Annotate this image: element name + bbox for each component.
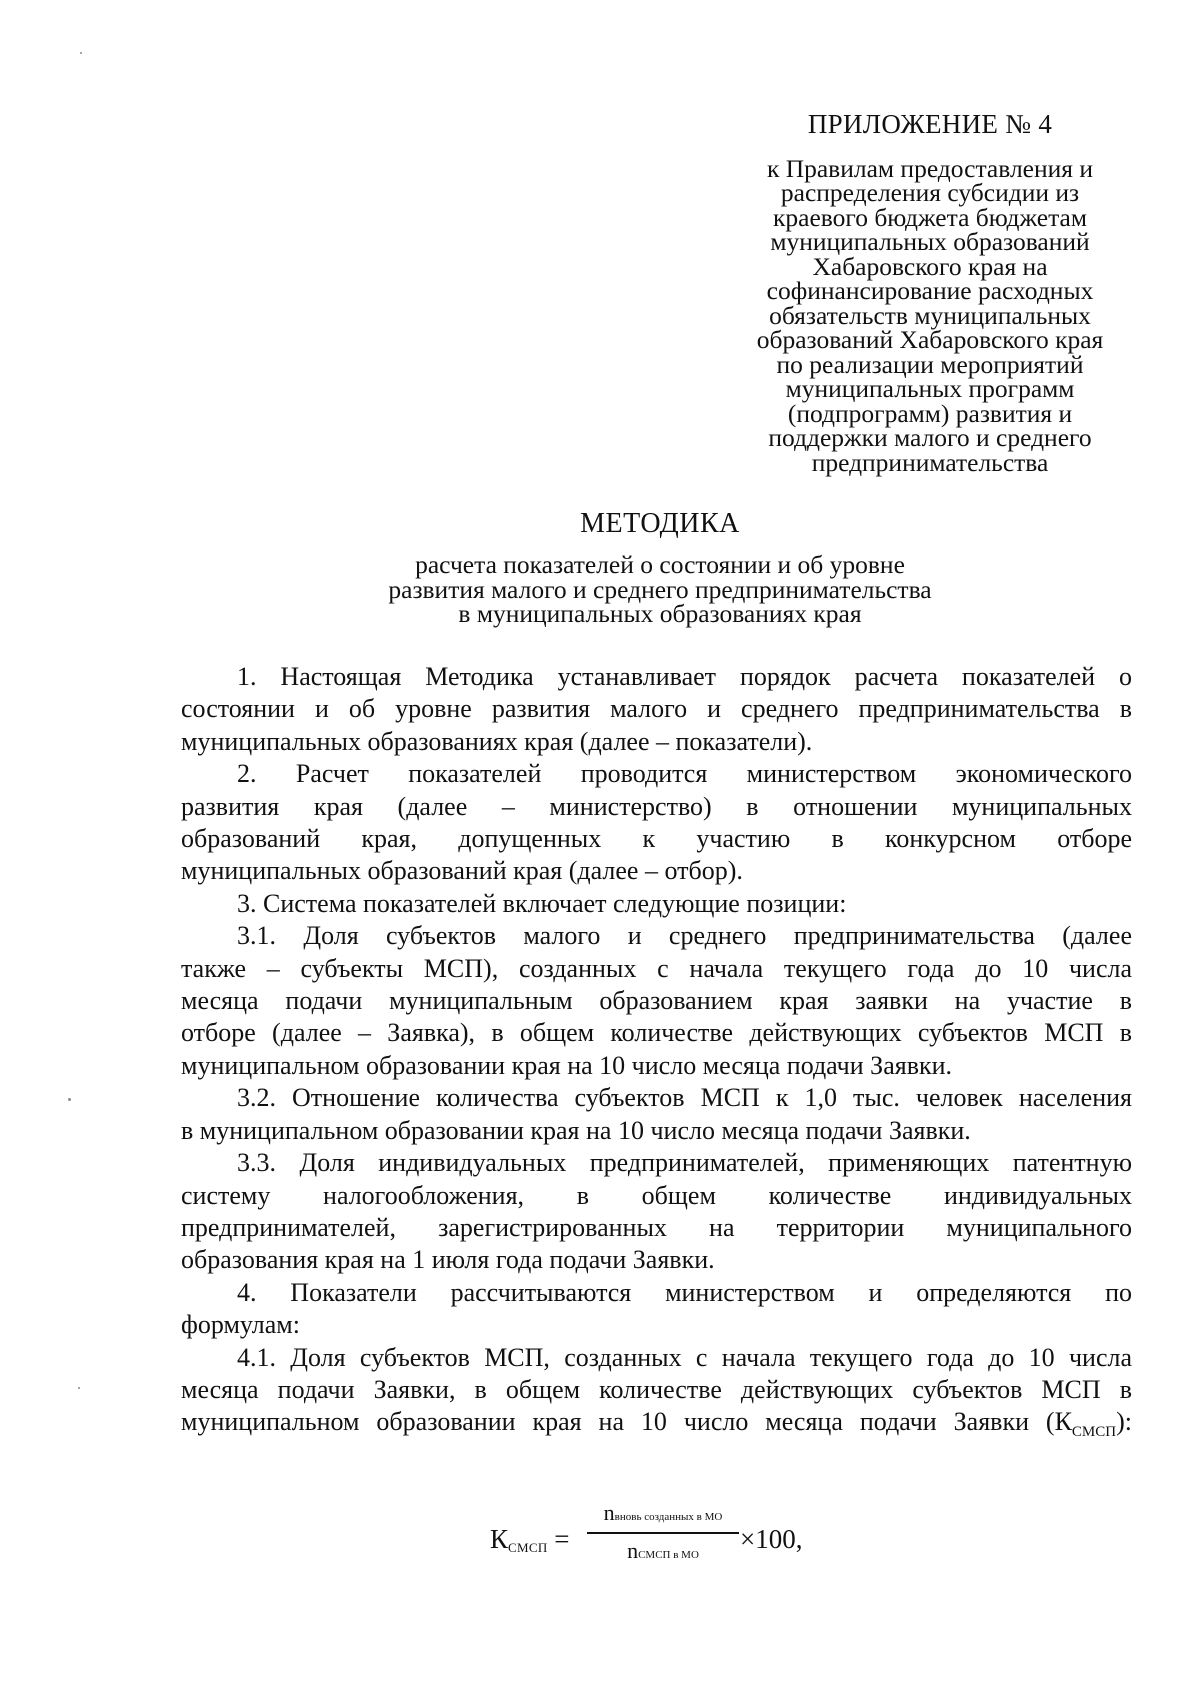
appendix-header bbox=[730, 109, 1130, 477]
appendix-title: ПРИЛОЖЕНИЕ № 4 bbox=[807, 109, 1053, 139]
text-line: 3. Система показателей включает следующие позиции: bbox=[237, 888, 847, 918]
appendix-line: обязательств муниципальных bbox=[769, 300, 1091, 330]
formula-denominator bbox=[587, 1538, 739, 1568]
text-line: муниципальном образовании края на 10 число месяца подачи Заявки. bbox=[181, 1050, 953, 1080]
text-line: 3.2. Отношение количества субъектов МСП к 1,0 тыс. человек населения bbox=[237, 1083, 1132, 1113]
appendix-line: Хабаровского края на bbox=[812, 251, 1048, 281]
paragraph-3 bbox=[181, 888, 1132, 920]
formula-variable: К bbox=[490, 1524, 509, 1554]
formula-subscript: вновь созданных в МО bbox=[614, 1511, 723, 1523]
text-line: 4.1. Доля субъектов МСП, созданных с начала текущего года до 10 числа bbox=[237, 1342, 1132, 1372]
scan-speck bbox=[68, 1098, 71, 1101]
paragraph-3-2 bbox=[181, 1082, 1132, 1147]
paragraph-2 bbox=[181, 758, 1132, 888]
text-line: в муниципальном образовании края на 10 число месяца подачи Заявки. bbox=[181, 1115, 971, 1145]
appendix-line: образований Хабаровского края bbox=[756, 325, 1104, 354]
text-line-with-symbol bbox=[181, 1406, 1132, 1449]
appendix-line: поддержки малого и среднего bbox=[768, 423, 1092, 452]
paragraph-4 bbox=[181, 1277, 1132, 1342]
paragraph-4-1 bbox=[181, 1342, 1132, 1449]
text-line: 1. Настоящая Методика устанавливает порядок расчета показателей о bbox=[237, 662, 1132, 691]
appendix-line: муниципальных образований bbox=[770, 227, 1090, 256]
appendix-line: софинансирование расходных bbox=[766, 276, 1094, 305]
formula-fraction bbox=[587, 1500, 739, 1568]
text-line: состоянии и об уровне развития малого и среднего предпринимательства в bbox=[181, 694, 1132, 724]
subtitle-line: расчета показателей о состоянии и об уровне bbox=[415, 550, 905, 579]
text-line: муниципальных образованиях края (далее – показатели). bbox=[181, 726, 813, 756]
text-line: развития края (далее – министерство) в отношении муниципальных bbox=[181, 791, 1132, 821]
fraction-bar bbox=[587, 1532, 739, 1534]
appendix-line: предпринимательства bbox=[811, 447, 1049, 477]
formula-subscript: СМСП bbox=[508, 1540, 548, 1555]
scan-speck bbox=[78, 1387, 80, 1389]
text-line: систему налогообложения, в общем количестве индивидуальных bbox=[181, 1180, 1132, 1210]
appendix-line: по реализации мероприятий bbox=[776, 349, 1084, 379]
text-fragment: ): bbox=[1116, 1407, 1132, 1437]
text-line: 3.3. Доля индивидуальных предпринимателей, применяющих патентную bbox=[237, 1148, 1132, 1178]
text-line: 4. Показатели рассчитываются министерством и определяются по bbox=[237, 1277, 1132, 1307]
document-subtitle bbox=[350, 550, 970, 628]
text-line: образования края на 1 июля года подачи Заявки. bbox=[181, 1245, 715, 1275]
text-line: также – субъекты МСП), созданных с начала текущего года до 10 числа bbox=[181, 953, 1132, 983]
text-fragment: муниципальном образовании края на 10 число месяца подачи Заявки (К bbox=[181, 1407, 1072, 1437]
formula-numerator bbox=[587, 1500, 739, 1530]
text-line: предпринимателей, зарегистрированных на территории муниципального bbox=[181, 1212, 1132, 1242]
formula-lhs bbox=[490, 1524, 570, 1556]
subtitle-line: развития малого и среднего предпринимательства bbox=[388, 574, 932, 604]
symbol-subscript: СМСП bbox=[1071, 1424, 1117, 1441]
text-line: 3.1. Доля субъектов малого и среднего предпринимательства (далее bbox=[237, 921, 1132, 951]
text-line: отборе (далее – Заявка), в общем количестве действующих субъектов МСП в bbox=[181, 1018, 1132, 1048]
formula-variable: n bbox=[603, 1500, 615, 1525]
scan-speck bbox=[80, 52, 82, 54]
formula-multiplier: ×100, bbox=[740, 1524, 803, 1554]
text-line: месяца подачи Заявки, в общем количестве действующих субъектов МСП в bbox=[181, 1374, 1132, 1404]
appendix-line: (подпрограмм) развития и bbox=[787, 398, 1073, 428]
paragraph-3-3 bbox=[181, 1147, 1132, 1277]
paragraph-3-1 bbox=[181, 920, 1132, 1082]
appendix-line: распределения субсидии из bbox=[780, 178, 1080, 207]
text-line: образований края, допущенных к участию в конкурсном отборе bbox=[181, 824, 1132, 854]
text-line: 2. Расчет показателей проводится министерством экономического bbox=[237, 759, 1132, 789]
subtitle-line: в муниципальных образованиях края bbox=[458, 599, 862, 628]
text-line: формулам: bbox=[181, 1310, 300, 1340]
text-line: муниципальных образований края (далее – отбор). bbox=[181, 856, 743, 886]
paragraph-1 bbox=[181, 661, 1132, 758]
text-line: месяца подачи муниципальным образованием края заявки на участие в bbox=[181, 986, 1132, 1016]
formula-subscript: СМСП в МО bbox=[638, 1548, 699, 1561]
appendix-line: муниципальных программ bbox=[785, 374, 1075, 403]
appendix-line: краевого бюджета бюджетам bbox=[772, 202, 1087, 232]
formula-variable: n bbox=[627, 1537, 639, 1563]
document-title: МЕТОДИКА bbox=[580, 508, 740, 539]
formula-equals: = bbox=[547, 1524, 570, 1554]
formula-k-smsp bbox=[490, 1500, 850, 1580]
document-body bbox=[181, 661, 1132, 1449]
appendix-line: к Правилам предоставления и bbox=[766, 153, 1094, 183]
